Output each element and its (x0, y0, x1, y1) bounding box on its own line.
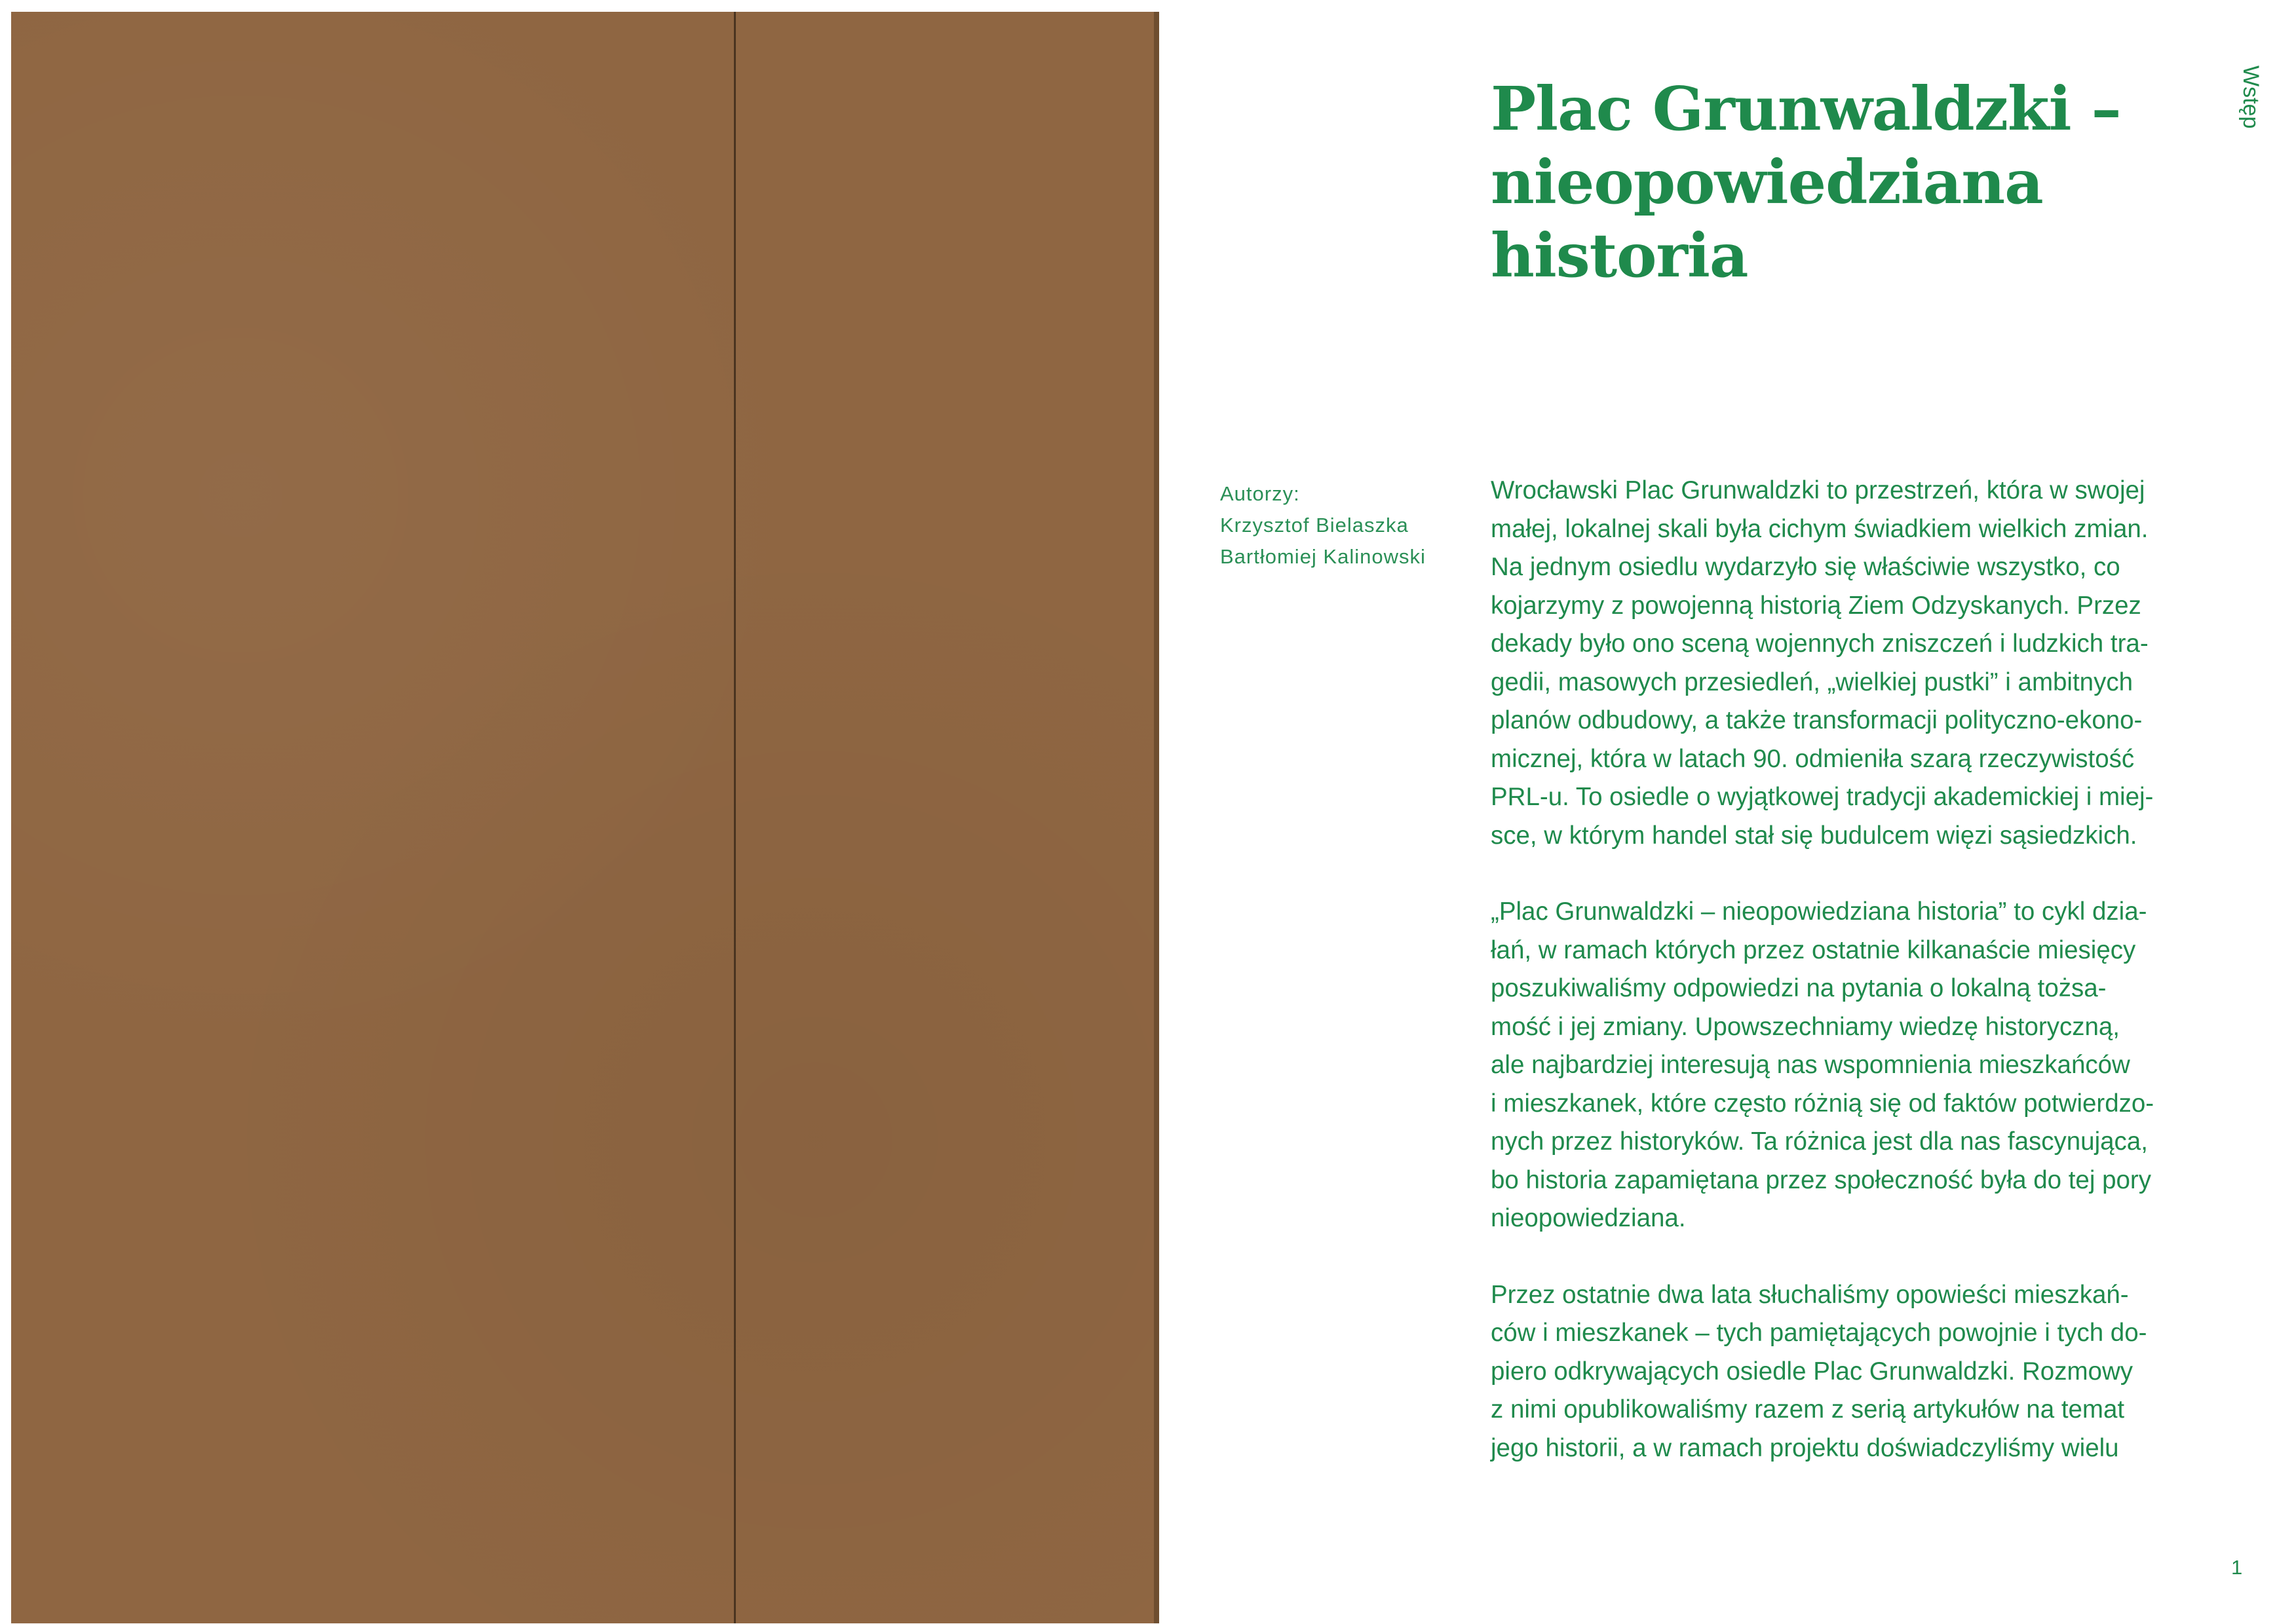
text-line: gedii, masowych przesiedleń, „wielkiej pustki” i ambitnych (1491, 668, 2133, 696)
text-line: nych przez historyków. Ta różnica jest dla nas fascynująca, (1491, 1127, 2148, 1156)
text-line: ców i mieszkanek – tych pamiętających powojnie i tych do- (1491, 1319, 2147, 1347)
body-text (1491, 472, 2244, 1505)
text-line: piero odkrywających osiedle Plac Grunwaldzki. Rozmowy (1491, 1357, 2133, 1386)
text-line: Wrocławski Plac Grunwaldzki to przestrzeń, która w swojej (1491, 476, 2145, 504)
authors-label: Autorzy: (1220, 482, 1300, 505)
text-line: poszukiwaliśmy odpowiedzi na pytania o lokalną tożsa- (1491, 974, 2107, 1002)
title-line-2: nieopowiedziana (1491, 147, 2043, 217)
title-line-3: historia (1491, 220, 1748, 291)
text-line: kojarzymy z powojenną historią Ziem Odzyskanych. Przez (1491, 591, 2141, 620)
text-line: sce, w którym handel stał się budulcem więzi sąsiedzkich. (1491, 821, 2137, 850)
text-line: z nimi opublikowaliśmy razem z serią artykułów na temat (1491, 1395, 2125, 1424)
section-label: Wstęp (2238, 66, 2263, 129)
text-line: ale najbardziej interesują nas wspomnienia mieszkańców (1491, 1051, 2130, 1079)
authors-block (1220, 478, 1426, 573)
paragraph (1491, 472, 2244, 855)
text-line: nieopowiedziana. (1491, 1204, 1686, 1232)
text-line: bo historia zapamiętana przez społeczność była do tej pory (1491, 1165, 2151, 1194)
page-edge (1154, 12, 1159, 1623)
text-line: Na jednym osiedlu wydarzyło się właściwie wszystko, co (1491, 553, 2120, 581)
paragraph (1491, 893, 2244, 1238)
text-line: PRL-u. To osiedle o wyjątkowej tradycji akademickiej i miej- (1491, 783, 2154, 811)
text-line: małej, lokalnej skali była cichym świadkiem wielkich zmian. (1491, 514, 2149, 543)
text-line: łań, w ramach których przez ostatnie kilkanaście miesięcy (1491, 935, 2136, 964)
author-name: Krzysztof Bielaszka (1220, 514, 1409, 537)
paragraph (1491, 1276, 2244, 1468)
text-line: i mieszkanek, które często różnią się od faktów potwierdzo- (1491, 1089, 2154, 1118)
text-line: mość i jej zmiany. Upowszechniamy wiedzę historyczną, (1491, 1012, 2120, 1041)
page-title (1491, 72, 2121, 292)
author-name: Bartłomiej Kalinowski (1220, 545, 1426, 568)
text-line: micznej, która w latach 90. odmieniła szarą rzeczywistość (1491, 744, 2135, 773)
text-line: Przez ostatnie dwa lata słuchaliśmy opowieści mieszkań- (1491, 1280, 2129, 1309)
text-line: planów odbudowy, a także transformacji polityczno-ekono- (1491, 706, 2143, 734)
page-number: 1 (2231, 1556, 2243, 1579)
fold-line (734, 12, 736, 1623)
text-line: „Plac Grunwaldzki – nieopowiedziana historia” to cykl dzia- (1491, 897, 2147, 926)
left-page-cover (11, 12, 1159, 1623)
title-line-1: Plac Grunwaldzki – (1491, 73, 2121, 144)
text-line: dekady było ono sceną wojennych zniszczeń i ludzkich tra- (1491, 630, 2149, 658)
text-line: jego historii, a w ramach projektu doświadczyliśmy wielu (1491, 1433, 2119, 1462)
